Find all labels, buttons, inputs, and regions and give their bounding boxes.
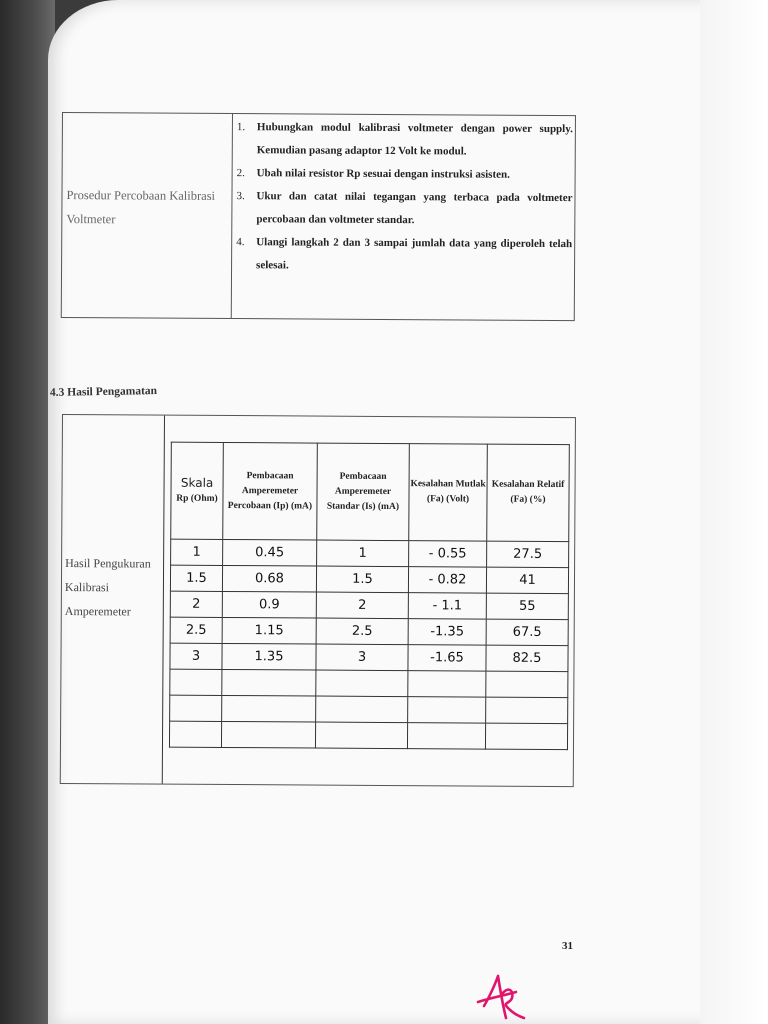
table-cell: -1.35 bbox=[408, 619, 486, 645]
table-cell: 3 bbox=[316, 644, 408, 671]
header-is: Pembacaan Amperemeter Standar (Is) (mA) bbox=[317, 443, 410, 541]
table-cell: - 1.1 bbox=[408, 593, 486, 619]
results-table bbox=[60, 414, 576, 787]
table-cell: 1 bbox=[171, 539, 223, 565]
table-cell: 1.15 bbox=[222, 617, 316, 644]
table-row bbox=[170, 643, 568, 671]
measurement-table bbox=[169, 442, 570, 750]
table-cell bbox=[222, 669, 316, 696]
table-cell bbox=[316, 670, 408, 697]
table-cell bbox=[408, 671, 486, 697]
table-cell: 67.5 bbox=[486, 619, 568, 646]
table-cell: 0.68 bbox=[222, 565, 316, 592]
table-row bbox=[170, 617, 568, 645]
procedure-label-line2: Voltmeter bbox=[66, 212, 116, 227]
book-spine-shadow bbox=[0, 0, 55, 1024]
signature-mark bbox=[472, 972, 528, 1024]
procedure-label bbox=[66, 183, 228, 232]
table-cell: 2.5 bbox=[170, 617, 222, 643]
section-title: 4.3 Hasil Pengamatan bbox=[49, 385, 158, 399]
procedure-step: 1. Hubungkan modul kalibrasi voltmeter dengan power supply. Kemudian pasang adaptor 12 Volt ke modul. bbox=[236, 121, 573, 158]
results-label-cell bbox=[61, 415, 165, 784]
table-header-row bbox=[171, 442, 570, 541]
header-ip: Pembacaan Amperemeter Percobaan (Ip) (mA) bbox=[223, 442, 318, 540]
table-cell bbox=[315, 722, 407, 749]
table-cell bbox=[222, 695, 316, 722]
header-relative-error: Kesalahan Relatif (Fa) (%) bbox=[487, 444, 570, 541]
table-cell bbox=[486, 671, 568, 698]
table-cell: 1.5 bbox=[316, 566, 408, 593]
procedure-table bbox=[61, 112, 576, 321]
table-cell bbox=[170, 669, 222, 695]
table-cell: 1 bbox=[317, 540, 409, 567]
table-cell: 55 bbox=[486, 593, 568, 620]
table-cell: 0.9 bbox=[222, 591, 316, 618]
results-label: Hasil Pengukuran Kalibrasi Amperemeter bbox=[64, 556, 151, 619]
table-cell: 3 bbox=[170, 643, 222, 669]
table-cell bbox=[486, 697, 568, 724]
procedure-step: 4. Ulangi langkah 2 dan 3 sampai jumlah data yang diperoleh telah selesai. bbox=[236, 236, 573, 272]
table-cell: 0.45 bbox=[223, 539, 317, 566]
table-cell: 2.5 bbox=[316, 618, 408, 645]
table-cell: 2 bbox=[170, 591, 222, 617]
table-cell bbox=[170, 695, 222, 721]
table-row bbox=[170, 669, 568, 697]
table-cell: 41 bbox=[486, 567, 568, 594]
table-cell: 82.5 bbox=[486, 645, 568, 672]
table-row bbox=[170, 695, 568, 723]
page-margin bbox=[700, 0, 768, 1024]
table-cell: -1.65 bbox=[408, 645, 486, 671]
table-row bbox=[170, 591, 568, 619]
table-cell bbox=[408, 697, 486, 723]
table-row bbox=[169, 721, 567, 749]
table-cell bbox=[221, 721, 315, 748]
table-row bbox=[170, 565, 568, 593]
table-cell bbox=[485, 723, 567, 750]
table-cell: - 0.82 bbox=[408, 567, 486, 593]
table-cell bbox=[407, 723, 485, 749]
procedure-steps bbox=[236, 116, 573, 279]
table-cell bbox=[316, 696, 408, 723]
table-cell: 1.5 bbox=[170, 565, 222, 591]
header-absolute-error: Kesalahan Mutlak (Fa) (Volt) bbox=[409, 444, 488, 541]
procedure-step: 2. Ubah nilai resistor Rp sesuai dengan instruksi asisten. bbox=[236, 167, 510, 181]
procedure-step: 3. Ukur dan catat nilai tegangan yang terbaca pada voltmeter percobaan dan voltmeter standar. bbox=[236, 190, 573, 227]
table-row bbox=[171, 539, 569, 567]
procedure-label-line1: Prosedur Percobaan Kalibrasi bbox=[66, 188, 216, 203]
page-number: 31 bbox=[562, 940, 573, 952]
table-cell: 27.5 bbox=[487, 541, 569, 568]
table-cell: 1.35 bbox=[222, 643, 316, 670]
table-cell: 2 bbox=[316, 592, 408, 619]
table-cell: - 0.55 bbox=[409, 541, 487, 567]
table-cell bbox=[169, 721, 221, 747]
procedure-label-cell bbox=[62, 113, 233, 318]
header-rp: Skala Rp (Ohm) bbox=[171, 442, 224, 539]
